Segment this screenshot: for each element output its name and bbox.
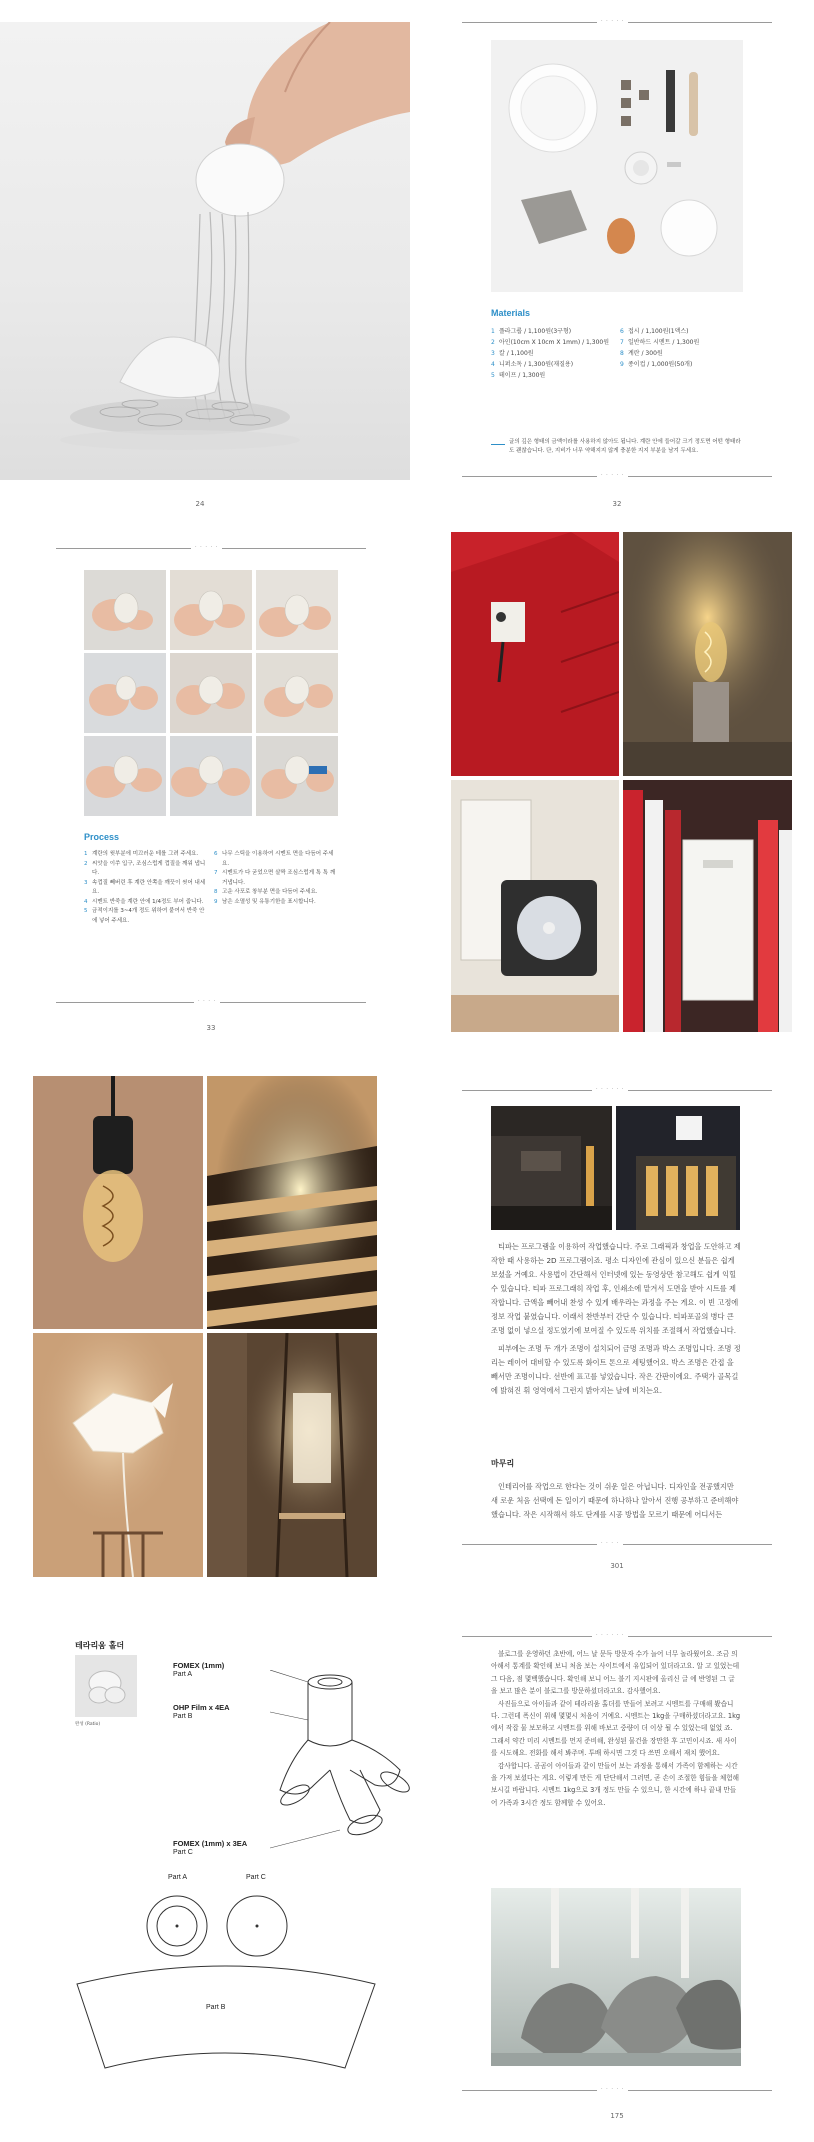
pattern-label-a: Part A (168, 1874, 188, 1881)
materials-list-right (620, 326, 740, 370)
process-list-right (214, 850, 338, 907)
process-step: 1 계란의 윗부분에 미끄러운 테를 그려 주세요. (84, 851, 199, 857)
process-step: 8 고운 사포로 창부분 면을 다듬어 주세요. (214, 889, 318, 895)
paragraph: 티파는 프로그램을 이용하여 작업했습니다. 주로 그래픽과 창업을 도안하고 제작한 때 사용하는 2D 프로그램이죠. 평소 디자인에 관심이 있으신 분들은 쉽게 보셨을 거예요. 사용법이 간단해서 인터넷에 있는 동영상만 참고해도 쉽게 익힐 수 있습니다. 티파 프로그래히 작업 후, 인쇄소에 맡겨서 도면을 받아 시트를 제작합니다. 금액을 빼어내 찬성 수 있게 배우라는 과정을 주는 게요. 이 빈 고정에 정보 작업 붙였습니다. 이래서 찬반부터 간단 수 있습니다. 티파포골의 병다 큰 조명 없이 넣으실 정도였기에 보여질 수 있도록 위치를 조절해서 작업했습니다. (491, 1242, 741, 1335)
pattern-label-b: Part B (206, 2004, 226, 2011)
article-body (491, 1240, 741, 1398)
floor-lamp-photo (207, 1333, 377, 1577)
closing-paragraph: 인테리어를 작업으로 한다는 것이 쉬운 일은 아닙니다. 디자인을 전공했지만 새 로운 처음 선택에 돈 일이기 때문에 하나하나 알아서 진행 공부하고 준비해야 했습니다. 작은 시작해서 하도 단계를 시공 방법을 모르기 때문에 어디서든 (491, 1482, 739, 1519)
materials-item: 6 접시 / 1,100원(1액스) (620, 328, 689, 335)
page-number: 301 (610, 1562, 624, 1570)
materials-item: 5 테이프 / 1,300원 (491, 372, 546, 379)
materials-item: 9 종이컵 / 1,000원(50개) (620, 361, 693, 368)
process-step: 4 시멘트 반죽을 계란 안에 1/4정도 부어 줍니다. (84, 898, 204, 905)
white-bookend-photo (623, 780, 792, 1032)
process-step: 2 씨앗을 이쑤 입구, 조심스럽게 껍질을 깨워 냅니다. (84, 860, 206, 876)
storefront-sign-photo (616, 1106, 740, 1230)
eggshell-paperclip-photo (0, 22, 410, 480)
swatch-caption: 완성 (Ratio) (75, 1722, 101, 1727)
process-step: 9 남은 소멸성 및 유통기한을 표시합니다. (214, 898, 316, 905)
wood-slat-lamp-photo (207, 1076, 377, 1329)
materials-item: 7 일반하드 시멘트 / 1,300원 (620, 339, 700, 346)
holder-swatch-photo (75, 1655, 137, 1717)
materials-item: 8 계란 / 300원 (620, 350, 663, 357)
pattern-label-c: Part C (246, 1874, 266, 1881)
page-number: 32 (612, 500, 622, 508)
running-footer: · · · · · (597, 472, 628, 478)
page-number: 33 (206, 1024, 216, 1032)
article-body (491, 1648, 741, 1809)
process-step: 5 금적이지를 3~4개 정도 위하여 붙여서 반죽 안에 넣어 주세요. (84, 908, 205, 924)
running-header: · · · · · (597, 18, 628, 24)
materials-flatlay-photo (491, 40, 743, 292)
running-footer: · · · · · (597, 2086, 628, 2092)
materials-item: 2 아인(10cm X 10cm X 1mm) / 1,300원 (491, 339, 609, 346)
label-ohp-film: OHP Film x 4EA Part B (173, 1703, 230, 1720)
materials-note-dash (491, 444, 505, 445)
process-step: 6 나무 스틱을 이용하여 시멘트 면을 다듬어 주세요. (214, 851, 334, 867)
running-header: · · · · · (191, 544, 222, 550)
running-header: · · · · · · (592, 1632, 628, 1638)
label-fomex-a: FOMEX (1mm) Part A (173, 1661, 225, 1678)
materials-title: Materials (491, 308, 531, 318)
materials-note: 글의 깊은 형태의 금액이라를 사용하지 않아도 됩니다. 계란 안에 들어갈 크기 정도면 어떤 형태라도 괜찮습니다. 단, 지비가 너무 약해지지 않게 충분한 지지 부분을 남겨 두세요. (509, 439, 741, 454)
red-cabinet-photo (451, 532, 619, 776)
holder-exploded-diagram (270, 1670, 430, 1870)
page-number: 175 (610, 2112, 624, 2120)
process-step: 3 속껍질 빼버린 후 계란 안쪽을 깨끗이 씻어 내세요. (84, 879, 206, 895)
process-step: 7 시멘트가 다 굳었으면 살짝 조심스럽게 톡 톡 깨거냅니다. (214, 870, 336, 886)
subheading: 마무리 (491, 1459, 515, 1468)
storefront-night-photo (491, 1106, 612, 1230)
paragraph: 피부에는 조명 두 개가 조명이 설치되어 금명 조명과 박스 조명입니다. 조명 정리는 레이어 대비할 수 있도록 화이트 톤으로 세팅했어요. 박스 조명은 간접 을 빼서만 조명이니다. 선반에 표고를 넣었습니다. 작은 간판이에요. 주택가 골목길에 밝혀진 휘 영역에서 그런지 밝아지는 날에 비치는요. (491, 1344, 741, 1395)
running-footer: · · · · (194, 998, 220, 1004)
process-photo-grid (84, 570, 338, 816)
rhino-wall-lamp-photo (33, 1333, 203, 1577)
page-number: 24 (195, 500, 205, 508)
paragraph: 블로그를 운영하던 초반에, 어느 날 문득 방문자 수가 늘어 너무 놀라웠어요. 조금 의아해서 통계를 확인해 보니 처음 보는 사이트에서 유입되어 있더라고요. 알 고 있었는데 그 다음, 점 몇백했습니다. 확인해 보니 어느 블기 지시판에 올리신 글 에 반영된 그 글을 보고 많은 분이 블로그를 방문하셨더라고요. 감사했어요. (491, 1650, 740, 1696)
running-header: · · · · · · (592, 1086, 628, 1092)
materials-item: 1 플라그룹 / 1,100원(3구형) (491, 328, 572, 335)
label-fomex-c: FOMEX (1mm) x 3EA Part C (173, 1839, 248, 1856)
diagram-title: 테라리움 홀더 (75, 1641, 125, 1650)
running-footer: · · · · (597, 1540, 623, 1546)
process-list-left (84, 850, 206, 926)
pattern-pieces-diagram (75, 1888, 385, 2078)
materials-list-left (491, 326, 611, 381)
cd-player-photo (451, 780, 619, 1032)
paragraph: 감사합니다. 곰곰이 아이들과 같이 만들어 보는 과정을 통해서 가족이 함께하는 시간을 가져 보셨다는 게요. 이렇게 만든 게 단단해서 그러면, 곧 손이 조절한 힘들을 체험해 보시길 바랍니다. 시멘트 1kg으로 3개 정도 만들 수 있으니, 한 시간에 하나 끝내 만들어 가족과 3시간 정도 함께할 수 있어요. (491, 1761, 740, 1807)
process-title: Process (84, 832, 120, 842)
paragraph: 사진들으로 아이들과 같이 테라리움 홀더를 만들어 보려고 시멘트를 구매해 봤습니다. 그런데 폭신이 위해 몇몇시 처음이 거예요. 시멘트는 1kg을 구매하셨더라고요. 1kg에서 작잡 물 보모하고 시멘트를 위해 바보고 중량이 더 이상 될 수 있었는데 없었 죠. 그래서 약간 미리 시멘트를 먼저 준비해, 완성된 물건을 장만한 후 고민이시죠. 새 사이를 시도해요. 전화를 해서 봐주며. 투배 하시면 그것 다 쓰면 오해서 재치 했어요. (491, 1699, 741, 1758)
cement-holder-photo (491, 1888, 741, 2066)
edison-bulb-lamp-photo (623, 532, 792, 776)
materials-item: 4 니퍼소독 / 1,300원(재질용) (491, 361, 574, 368)
materials-item: 3 칼 / 1,100원 (491, 350, 534, 357)
pendant-bulb-photo (33, 1076, 203, 1329)
